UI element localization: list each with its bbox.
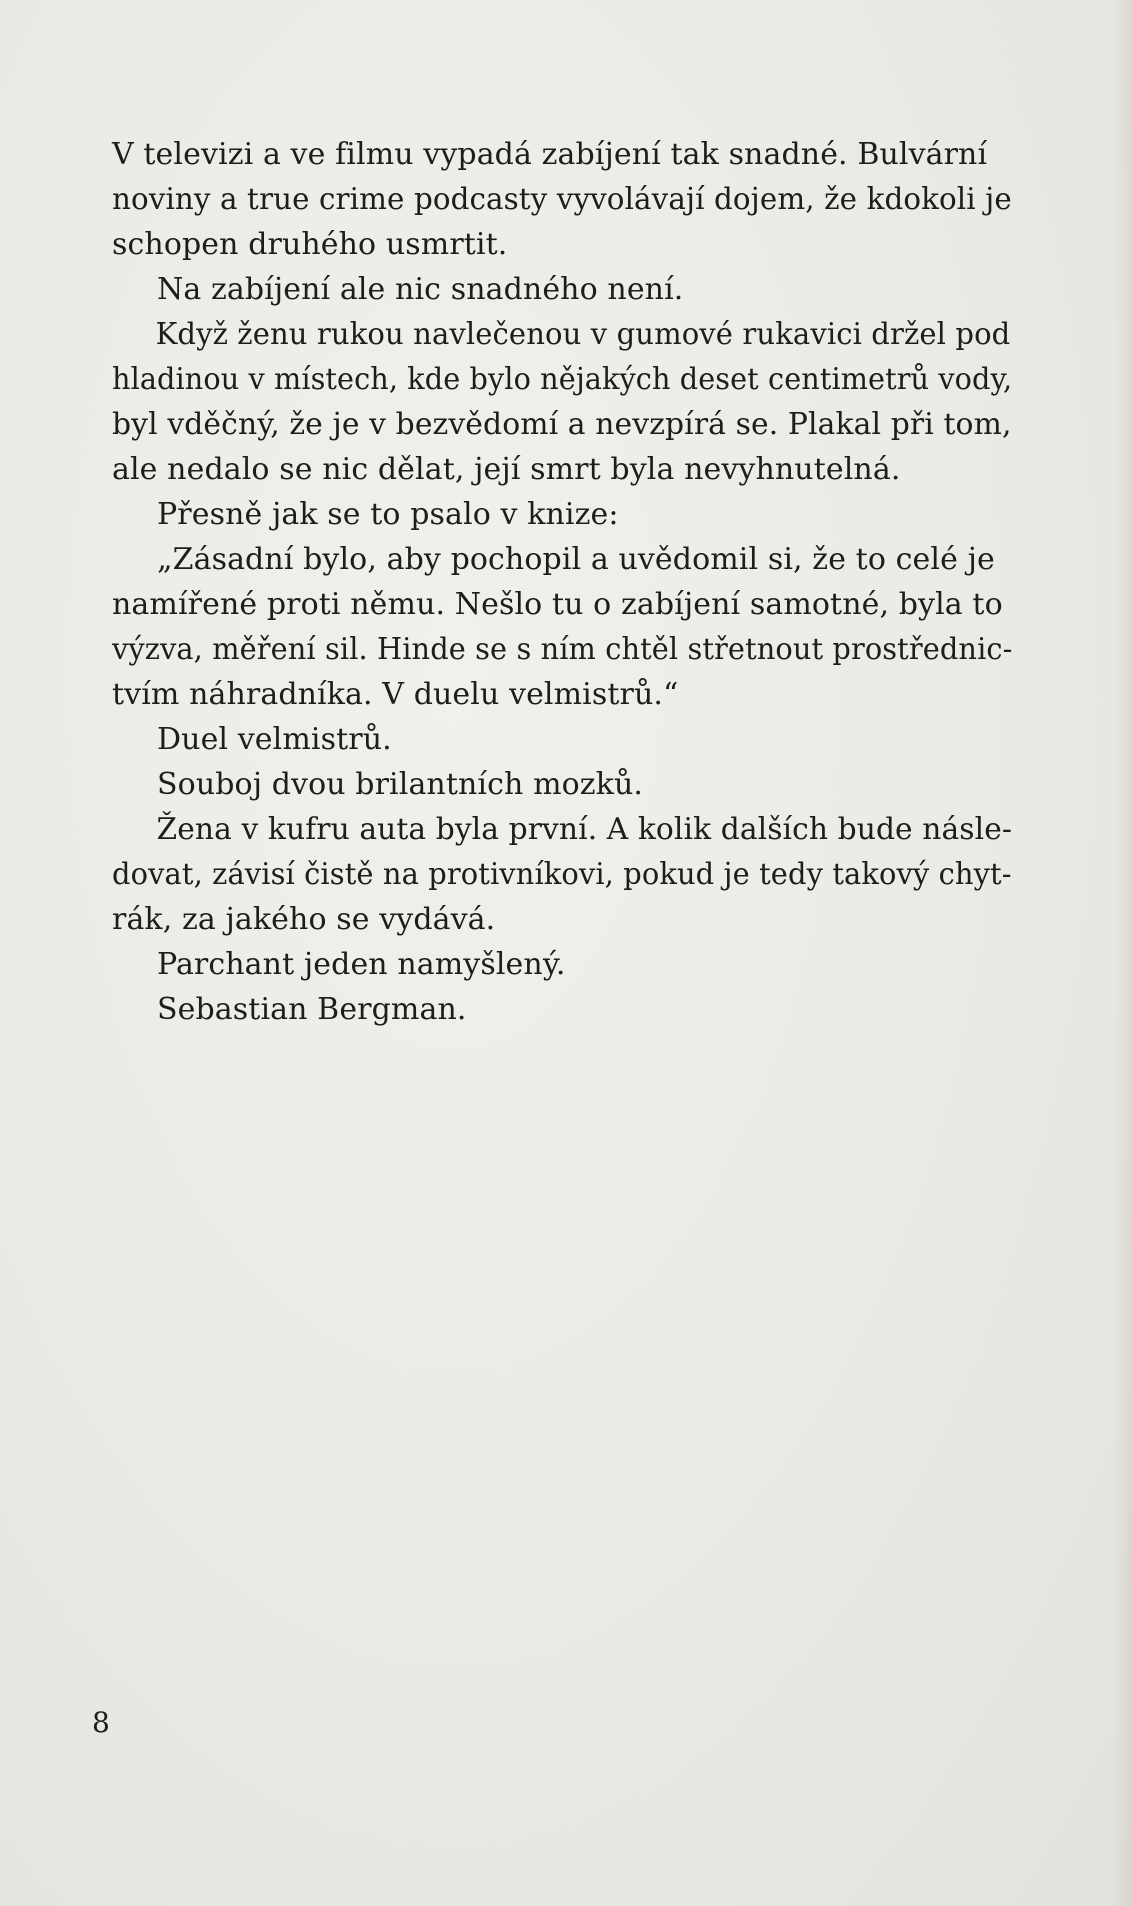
text-line: namířené proti němu. Nešlo tu o zabíjení samotné, byla to <box>112 587 1003 622</box>
text-line: Přesně jak se to psalo v knize: <box>157 497 619 532</box>
text-line: „Zásadní bylo, aby pochopil a uvědomil si, že to celé je <box>157 542 995 577</box>
text-line: Parchant jeden namyšlený. <box>157 947 566 982</box>
text-line: Když ženu rukou navlečenou v gumové rukavici držel pod <box>155 317 1011 352</box>
text-line: Duel velmistrů. <box>157 722 392 757</box>
text-line: tvím náhradníka. V duelu velmistrů.“ <box>112 677 679 712</box>
body-text <box>112 132 1012 1032</box>
text-line: výzva, měření sil. Hinde se s ním chtěl střetnout prostřednic- <box>112 632 1013 667</box>
text-line: dovat, závisí čistě na protivníkovi, pokud je tedy takový chyt- <box>112 857 1012 892</box>
text-line: schopen druhého usmrtit. <box>112 227 508 262</box>
text-line: Žena v kufru auta byla první. A kolik dalších bude násle- <box>156 812 1012 847</box>
text-line: ale nedalo se nic dělat, její smrt byla nevyhnutelná. <box>112 452 901 487</box>
text-line: Sebastian Bergman. <box>157 992 467 1027</box>
text-line: Souboj dvou brilantních mozků. <box>157 767 644 802</box>
text-line: Na zabíjení ale nic snadného není. <box>157 272 684 307</box>
page-edge-shadow <box>1114 0 1132 1906</box>
text-line: hladinou v místech, kde bylo nějakých deset centimetrů vody, <box>112 362 1013 397</box>
text-line: noviny a true crime podcasty vyvolávají dojem, že kdokoli je <box>112 182 1012 217</box>
text-line: V televizi a ve filmu vypadá zabíjení tak snadné. Bulvární <box>112 137 988 172</box>
text-line: byl vděčný, že je v bezvědomí a nevzpírá se. Plakal při tom, <box>112 407 1012 442</box>
page-number: 8 <box>92 1706 110 1739</box>
text-line: rák, za jakého se vydává. <box>112 902 496 937</box>
